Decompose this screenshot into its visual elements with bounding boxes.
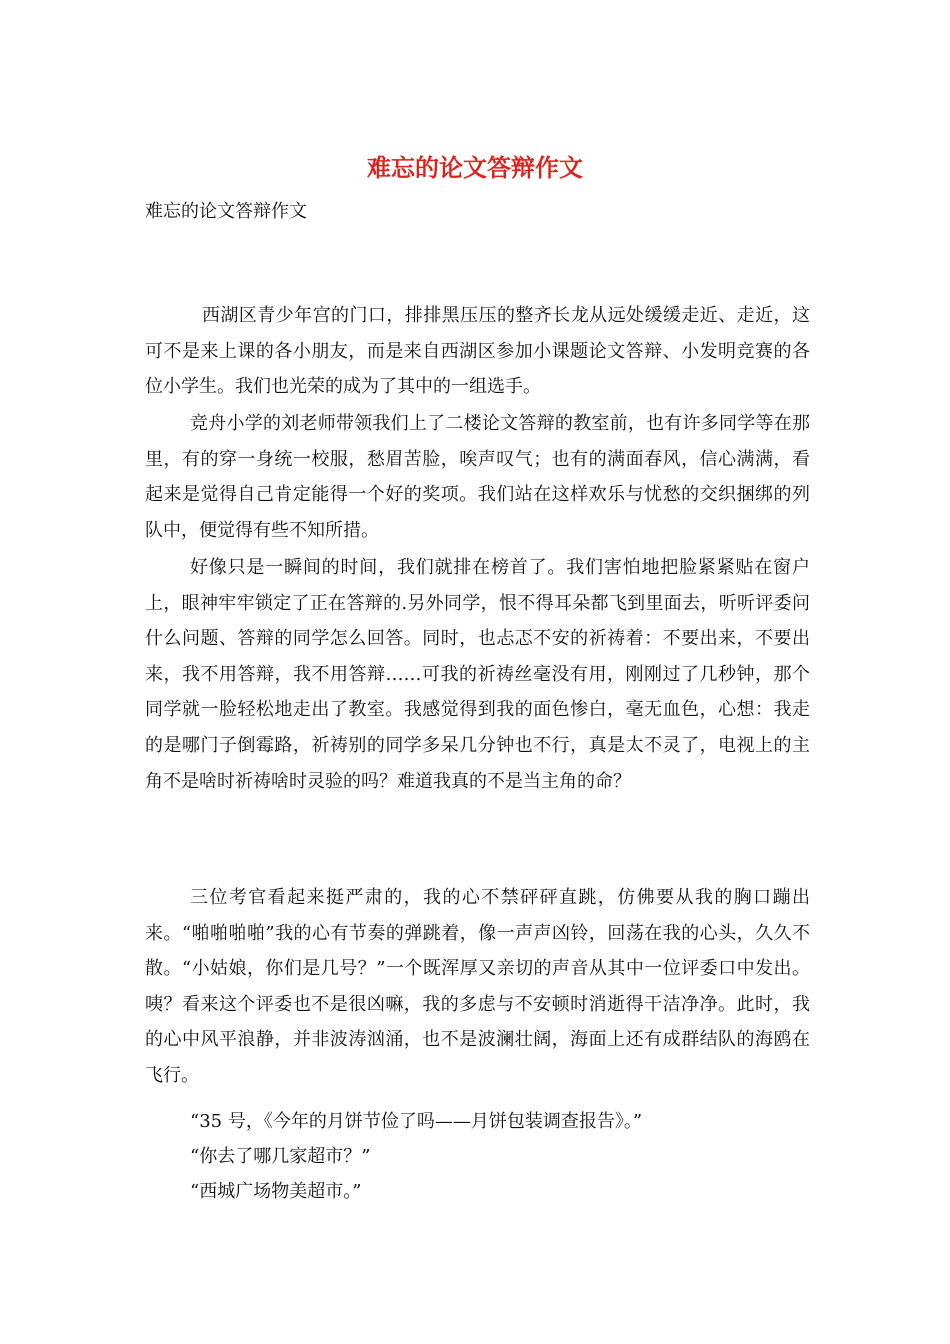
paragraph-2: 竞舟小学的刘老师带领我们上了二楼论文答辩的教室前，也有许多同学等在那里，有的穿一身统一校服，愁眉苦脸，唉声叹气；也有的满面春风，信心满满，看起来是觉得自己肯定能得一个好的奖项。我们站在这样欢乐与忧愁的交织捆绑的列队中，便觉得有些不知所措。 [145,413,810,541]
paragraph-1: 西湖区青少年宫的门口，排排黑压压的整齐长龙从远处缓缓走近、走近，这可不是来上课的各小朋友，而是来自西湖区参加小课题论文答辩、小发明竞赛的各位小学生。我们也光荣的成为了其中的一组选手。 [145,305,810,398]
dialogue-line-2: “你去了哪几家超市？” [190,1146,371,1167]
document-subtitle: 难忘的论文答辩作文 [145,201,307,222]
paragraph-3: 好像只是一瞬间的时间，我们就排在榜首了。我们害怕地把脸紧紧贴在窗户上，眼神牢牢锁定了正在答辩的.另外同学，恨不得耳朵都飞到里面去，听听评委问什么问题、答辩的同学怎么回答。同时，也忐忑不安的祈祷着：不要出来，不要出来，我不用答辩，我不用答辩……可我的祈祷丝毫没有用，刚刚过了几秒钟，那个同学就一脸轻松地走出了教室。我感觉得到我的面色惨白，毫无血色，心想：我走的是哪门子倒霉路，祈祷别的同学多呆几分钟也不行，真是太不灵了，电视上的主角不是啥时祈祷啥时灵验的吗？难道我真的不是当主角的命？ [145,557,810,792]
dialogue-line-3: “西城广场物美超市。” [190,1181,362,1202]
dialogue-line-1: “35 号，《今年的月饼节俭了吗——月饼包装调查报告》。” [190,1111,643,1132]
paragraph-4: 三位考官看起来挺严肃的，我的心不禁砰砰直跳，仿佛要从我的胸口蹦出来。“啪啪啪啪”我的心有节奏的弹跳着，像一声声凶铃，回荡在我的心头，久久不散。“小姑娘，你们是几号？”一个既浑厚又亲切的声音从其中一位评委口中发出。咦？看来这个评委也不是很凶嘛，我的多虑与不安顿时消逝得干洁净净。此时，我的心中风平浪静，并非波涛汹涌，也不是波澜壮阔，海面上还有成群结队的海鸥在飞行。 [145,887,810,1086]
document-title: 难忘的论文答辩作文 [367,153,583,182]
